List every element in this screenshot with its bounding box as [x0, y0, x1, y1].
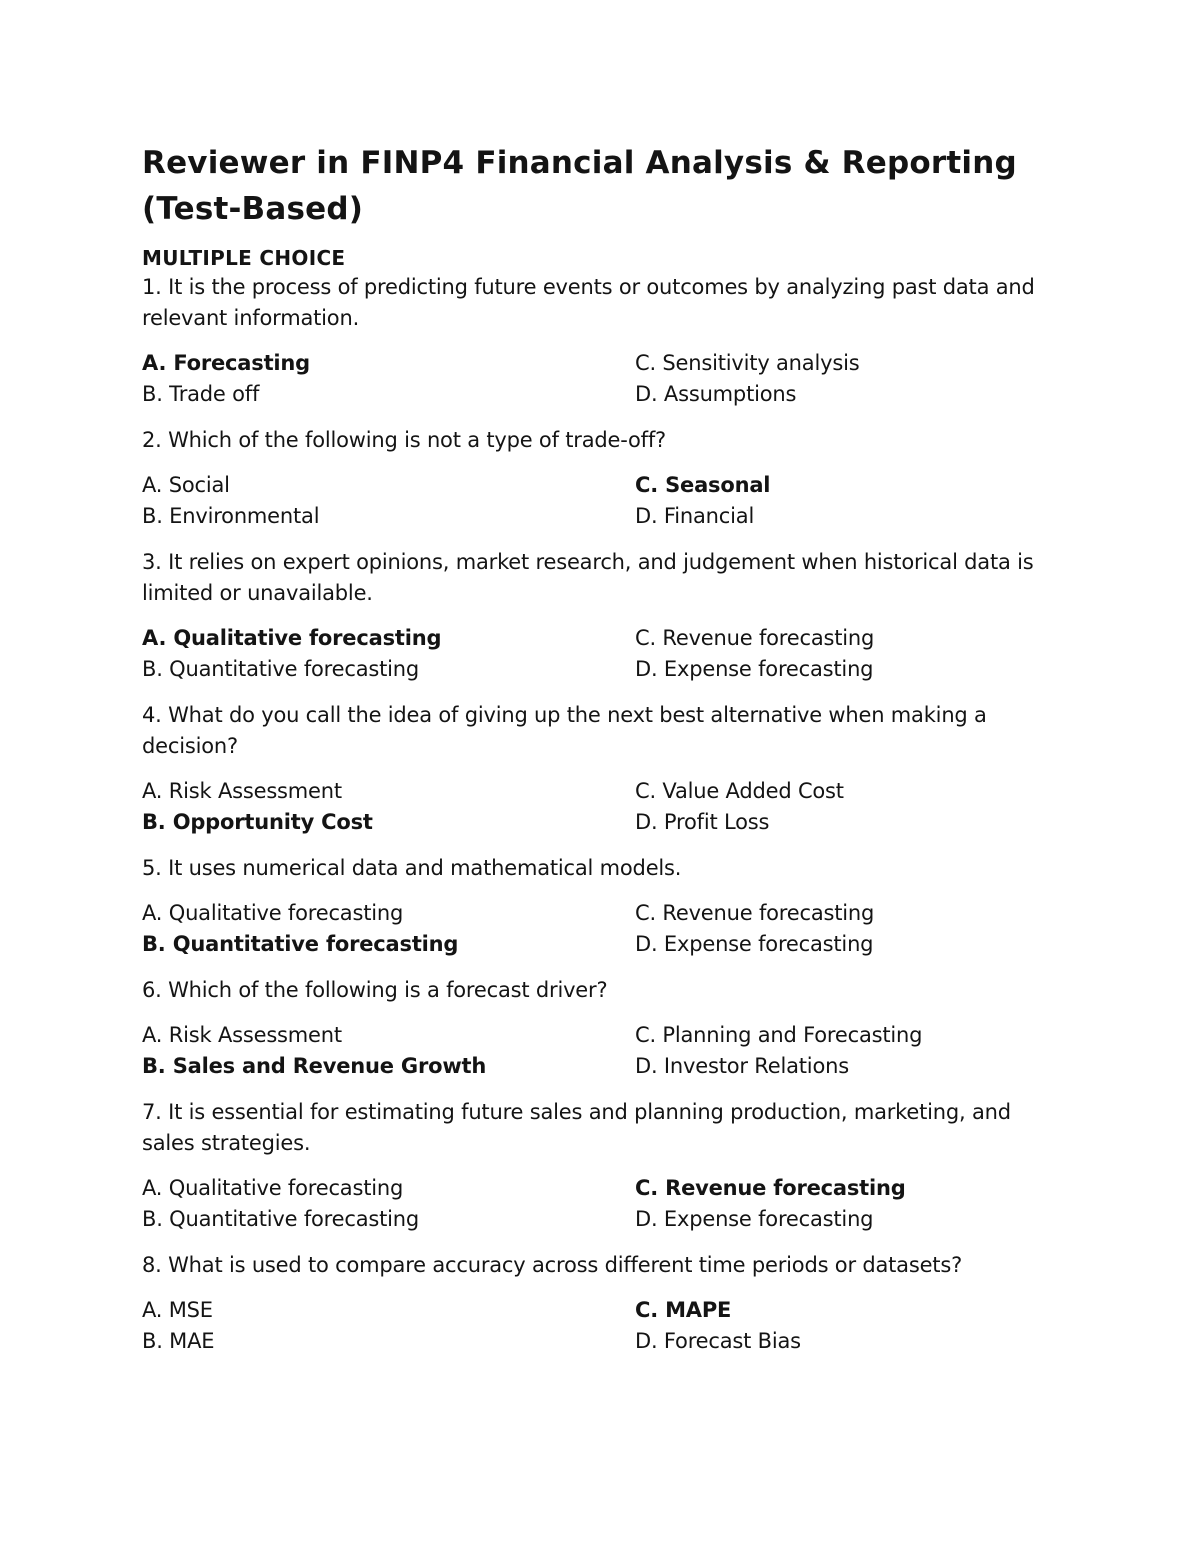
document-page	[142, 140, 1062, 1372]
option-d: D. Profit Loss	[635, 810, 770, 834]
option-b: B. Quantitative forecasting	[142, 1207, 420, 1231]
question-4-options	[142, 776, 1062, 838]
title-line-1: Reviewer in FINP4 Financial Analysis & Reporting	[142, 145, 1017, 181]
option-d: D. Financial	[635, 504, 755, 528]
option-c-correct-answer: C. MAPE	[635, 1298, 732, 1322]
question-5	[142, 853, 1062, 884]
question-text: 8. What is used to compare accuracy across different time periods or datasets?	[142, 1253, 963, 1277]
option-d: D. Expense forecasting	[635, 657, 874, 681]
option-a-correct-answer: A. Qualitative forecasting	[142, 626, 442, 650]
question-6-options	[142, 1020, 1062, 1082]
question-1-options	[142, 348, 1062, 410]
option-c-correct-answer: C. Seasonal	[635, 473, 771, 497]
option-d: D. Expense forecasting	[635, 932, 874, 956]
question-7	[142, 1097, 1062, 1159]
question-4	[142, 700, 1062, 762]
question-text: 4. What do you call the idea of giving up the next best alternative when making a decision?	[142, 703, 987, 758]
option-b-correct-answer: B. Sales and Revenue Growth	[142, 1054, 487, 1078]
option-d: D. Forecast Bias	[635, 1329, 801, 1353]
question-3-options	[142, 623, 1062, 685]
question-list	[142, 272, 1062, 1357]
question-7-options	[142, 1173, 1062, 1235]
option-b-correct-answer: B. Quantitative forecasting	[142, 932, 459, 956]
title-line-2: (Test-Based)	[142, 191, 364, 227]
option-a: A. Social	[142, 473, 230, 497]
question-1	[142, 272, 1062, 334]
option-c: C. Revenue forecasting	[635, 901, 875, 925]
option-a: A. Qualitative forecasting	[142, 1176, 404, 1200]
option-c: C. Revenue forecasting	[635, 626, 875, 650]
question-6	[142, 975, 1062, 1006]
question-8-options	[142, 1295, 1062, 1357]
question-5-options	[142, 898, 1062, 960]
option-b: B. Trade off	[142, 382, 260, 406]
question-text: 1. It is the process of predicting future events or outcomes by analyzing past data and relevant information.	[142, 275, 1035, 330]
option-b: B. MAE	[142, 1329, 215, 1353]
option-d: D. Expense forecasting	[635, 1207, 874, 1231]
question-text: 5. It uses numerical data and mathematical models.	[142, 856, 682, 880]
option-b: B. Environmental	[142, 504, 320, 528]
question-2	[142, 425, 1062, 456]
question-text: 7. It is essential for estimating future sales and planning production, marketing, and sales strategies.	[142, 1100, 1011, 1155]
option-b: B. Quantitative forecasting	[142, 657, 420, 681]
option-a: A. Risk Assessment	[142, 1023, 342, 1047]
option-a: A. Risk Assessment	[142, 779, 342, 803]
question-3	[142, 547, 1062, 609]
option-c: C. Value Added Cost	[635, 779, 844, 803]
option-d: D. Assumptions	[635, 382, 797, 406]
option-c-correct-answer: C. Revenue forecasting	[635, 1176, 906, 1200]
question-text: 3. It relies on expert opinions, market research, and judgement when historical data is limited or unavailable.	[142, 550, 1034, 605]
option-b-correct-answer: B. Opportunity Cost	[142, 810, 373, 834]
document-title	[142, 140, 1062, 232]
option-a-correct-answer: A. Forecasting	[142, 351, 310, 375]
option-c: C. Sensitivity analysis	[635, 351, 860, 375]
option-d: D. Investor Relations	[635, 1054, 849, 1078]
question-8	[142, 1250, 1062, 1281]
question-text: 6. Which of the following is a forecast driver?	[142, 978, 608, 1002]
question-text: 2. Which of the following is not a type of trade-off?	[142, 428, 666, 452]
option-a: A. MSE	[142, 1298, 213, 1322]
section-heading: MULTIPLE CHOICE	[142, 246, 346, 270]
option-a: A. Qualitative forecasting	[142, 901, 404, 925]
option-c: C. Planning and Forecasting	[635, 1023, 923, 1047]
question-2-options	[142, 470, 1062, 532]
